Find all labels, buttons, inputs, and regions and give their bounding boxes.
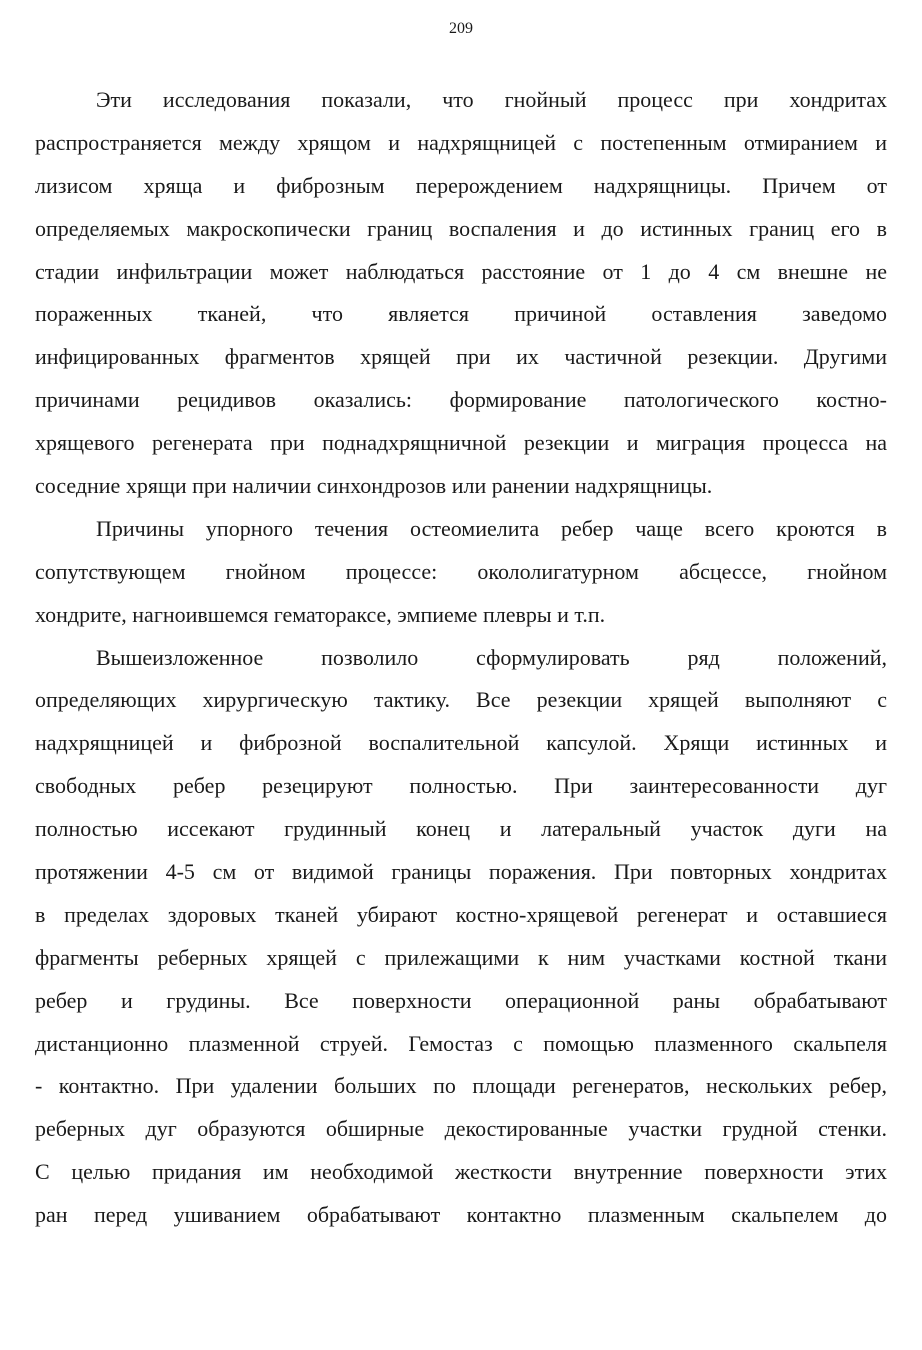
paragraph-1 bbox=[35, 79, 887, 508]
paragraph-2 bbox=[35, 508, 887, 637]
text-line: Эти исследования показали, что гнойный процесс при хондритах bbox=[96, 87, 887, 112]
paragraph-3 bbox=[35, 637, 887, 1237]
text-line: соседние хрящи при наличии синхондрозов или ранении надхрящницы. bbox=[35, 473, 713, 499]
text-line: пораженных тканей, что является причиной оставления заведомо bbox=[35, 301, 887, 327]
text-line: реберных дуг образуются обширные декостированные участки грудной стенки. bbox=[35, 1116, 887, 1142]
text-line: инфицированных фрагментов хрящей при их частичной резекции. Другими bbox=[35, 344, 887, 370]
text-line: ребер и грудины. Все поверхности операционной раны обрабатывают bbox=[35, 987, 887, 1013]
text-line: свободных ребер резецируют полностью. При заинтересованности дуг bbox=[35, 773, 887, 799]
page-number: 209 bbox=[449, 20, 473, 37]
text-line: - контактно. При удалении больших по площади регенератов, нескольких ребер, bbox=[35, 1073, 887, 1099]
text-line: определяющих хирургическую тактику. Все резекции хрящей выполняют с bbox=[35, 687, 887, 713]
text-line: в пределах здоровых тканей убирают костно-хрящевой регенерат и оставшиеся bbox=[35, 901, 887, 927]
document-body bbox=[35, 79, 887, 1237]
text-line: С целью придания им необходимой жесткости внутренние поверхности этих bbox=[35, 1159, 887, 1185]
text-line: протяжении 4-5 см от видимой границы поражения. При повторных хондритах bbox=[35, 859, 887, 885]
text-line: хрящевого регенерата при поднадхрящничной резекции и миграция процесса на bbox=[35, 430, 887, 456]
text-line: полностью иссекают грудинный конец и латеральный участок дуги на bbox=[35, 816, 887, 842]
text-line: распространяется между хрящом и надхрящницей с постепенным отмиранием и bbox=[35, 129, 887, 155]
text-line: фрагменты реберных хрящей с прилежащими к ним участками костной ткани bbox=[35, 944, 887, 970]
text-line: определяемых макроскопически границ воспаления и до истинных границ его в bbox=[35, 215, 887, 241]
text-line: надхрящницей и фиброзной воспалительной капсулой. Хрящи истинных и bbox=[35, 730, 887, 756]
text-line: ран перед ушиванием обрабатывают контактно плазменным скальпелем до bbox=[35, 1202, 887, 1228]
text-line: Причины упорного течения остеомиелита ребер чаще всего кроются в bbox=[96, 515, 887, 541]
text-line: Вышеизложенное позволило сформулировать ряд положений, bbox=[96, 644, 887, 670]
text-line: лизисом хряща и фиброзным перерождением надхрящницы. Причем от bbox=[35, 172, 887, 198]
text-line: хондрите, нагноившемся гематораксе, эмпиеме плевры и т.п. bbox=[35, 601, 606, 627]
text-line: сопутствующем гнойном процессе: окололигатурном абсцессе, гнойном bbox=[35, 558, 887, 584]
text-line: причинами рецидивов оказались: формирование патологического костно- bbox=[35, 387, 887, 413]
text-line: стадии инфильтрации может наблюдаться расстояние от 1 до 4 см внешне не bbox=[35, 258, 887, 284]
text-line: дистанционно плазменной струей. Гемостаз с помощью плазменного скальпеля bbox=[35, 1030, 887, 1056]
